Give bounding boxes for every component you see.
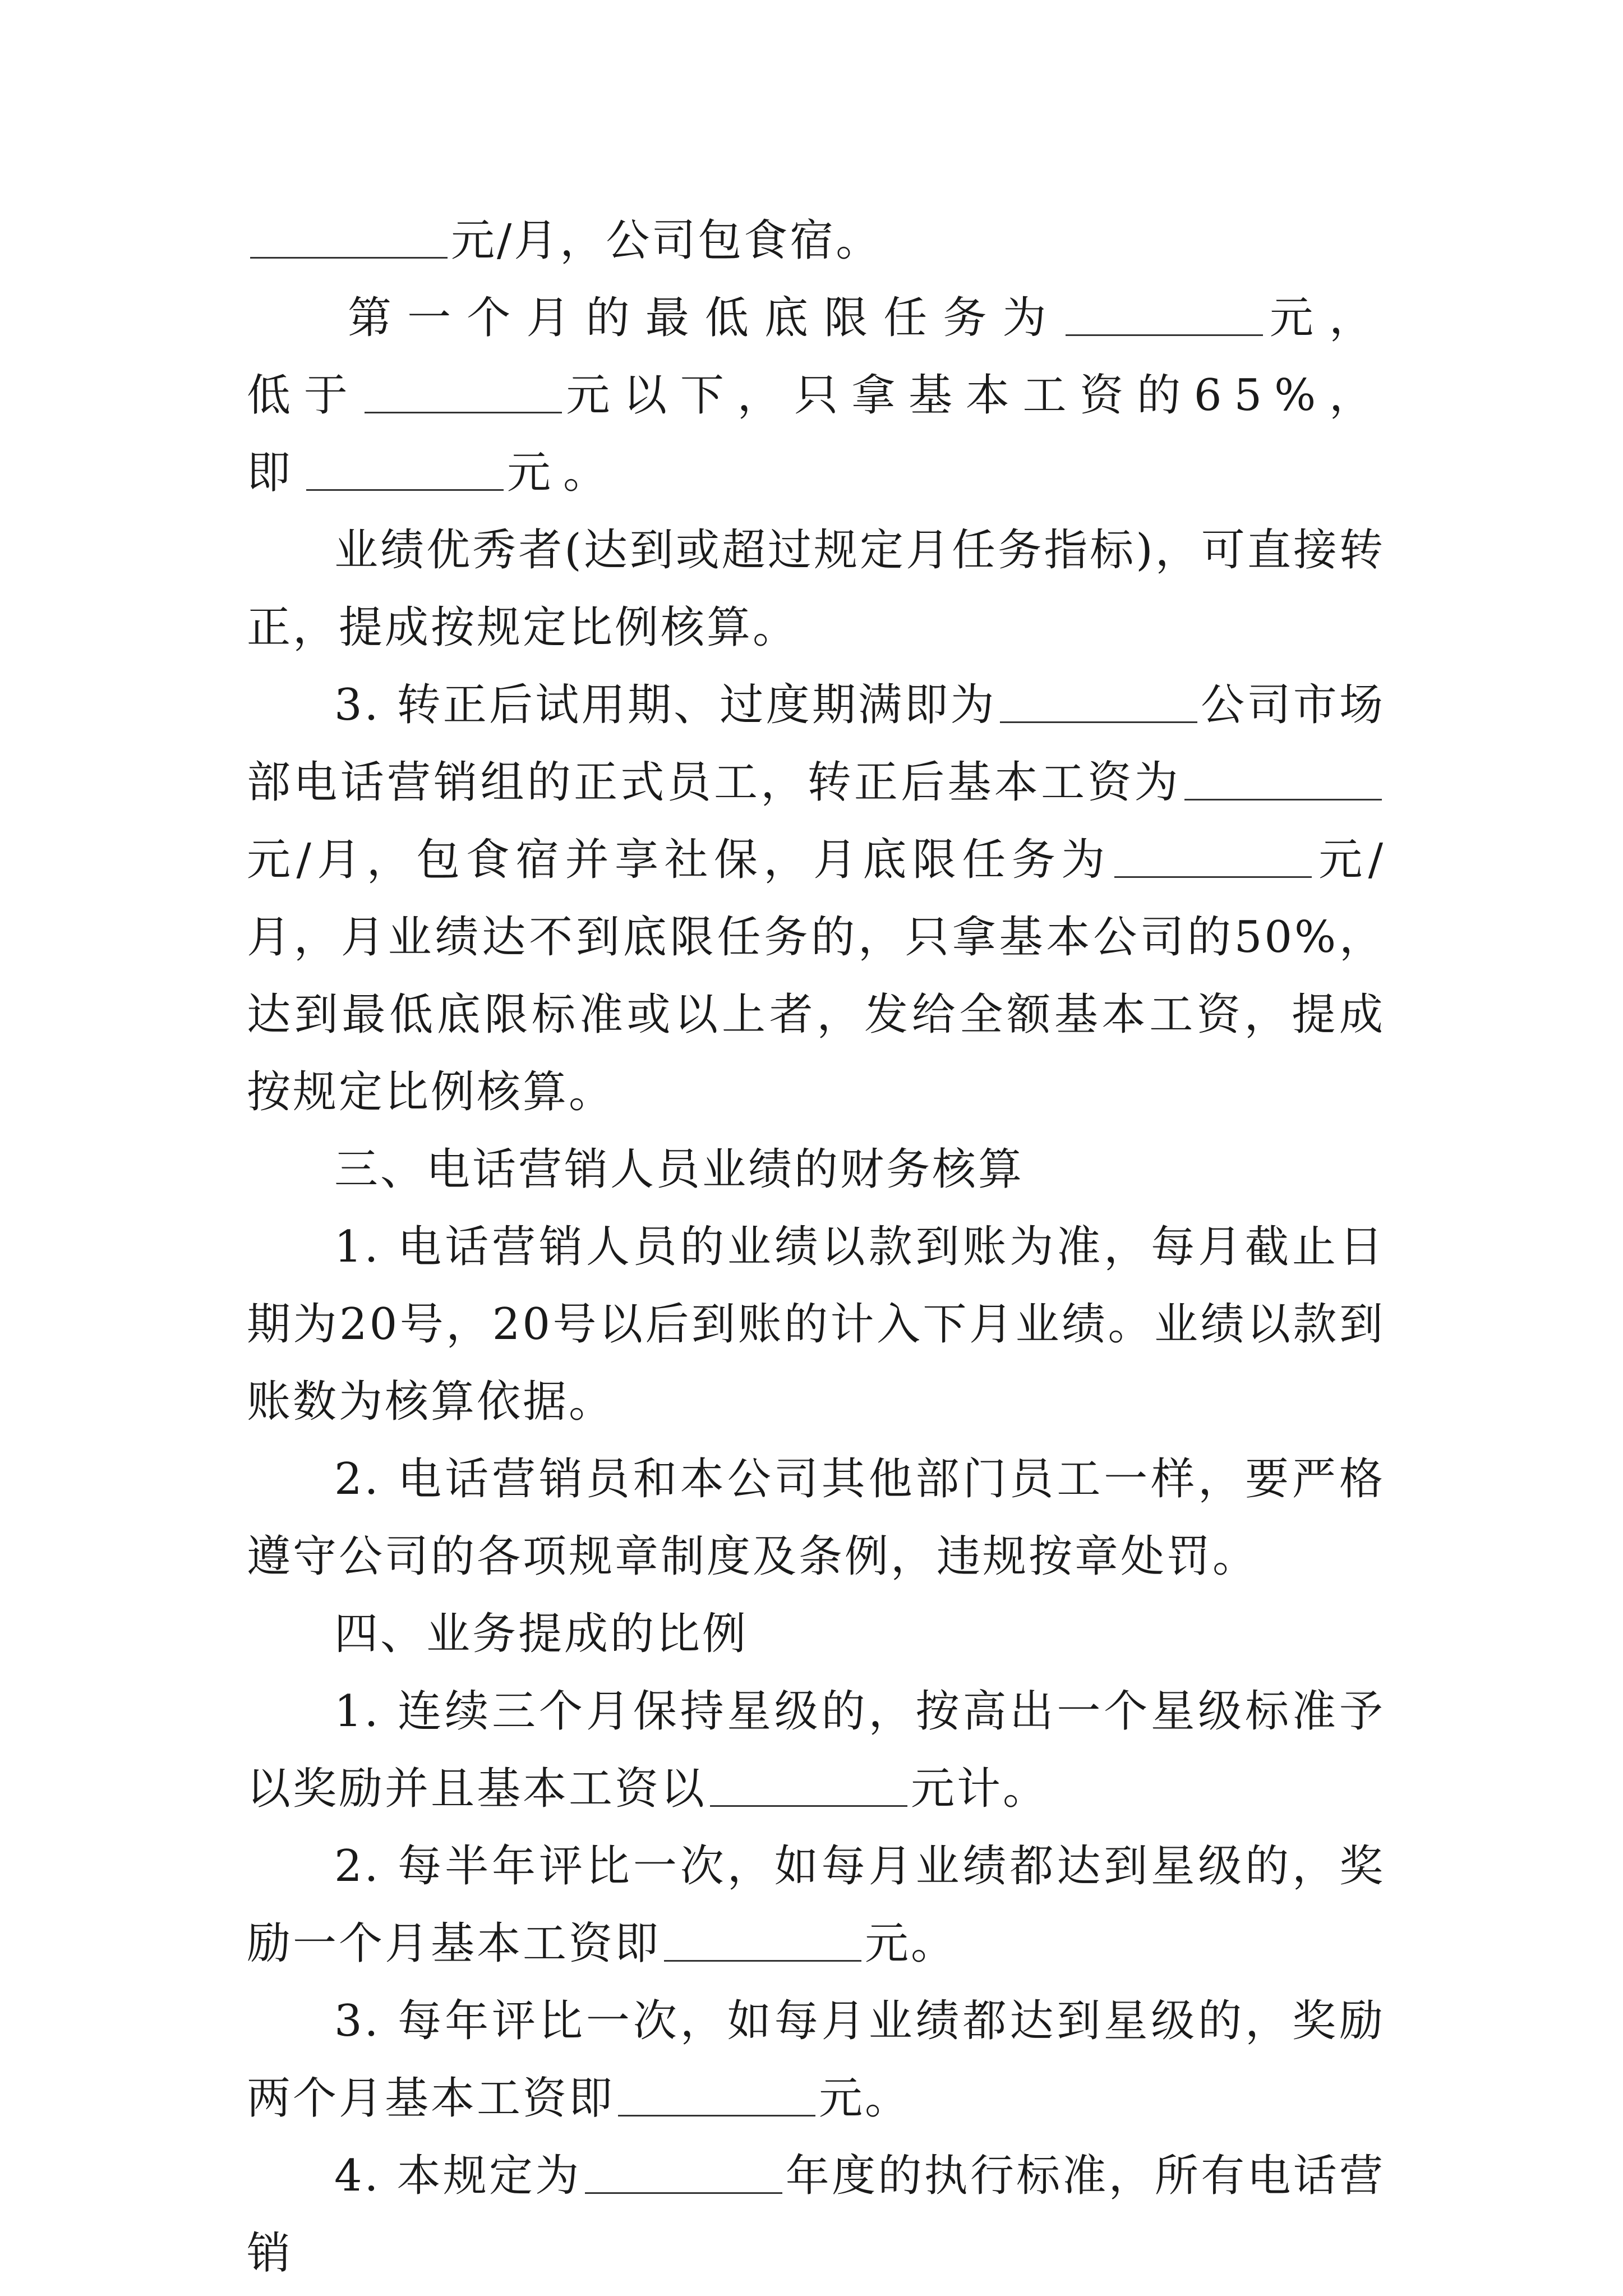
paragraph-text: 元以下，只拿基本工资的65%，即 (247, 370, 1385, 498)
paragraph-p4 (247, 666, 1385, 1131)
paragraph-p7 (247, 1441, 1385, 1595)
paragraph-text: 四、业务提成的比例 (334, 1609, 749, 1659)
document-body (247, 202, 1385, 2292)
paragraph-text: 元/月，公司包食宿。 (451, 215, 882, 266)
fill-in-blank[interactable] (710, 1761, 907, 1807)
paragraph-text: 4. 本规定为 (334, 2151, 582, 2201)
paragraph-p9 (247, 1673, 1385, 1828)
paragraph-p1 (247, 202, 1385, 279)
paragraph-text: 2. 电话营销员和本公司其他部门员工一样，要严格遵守公司的各项规章制度及条例，违规按章处罚。 (247, 1454, 1385, 1582)
paragraph-text: 元。 (507, 448, 620, 498)
paragraph-p11 (247, 1982, 1385, 2137)
fill-in-blank[interactable] (1184, 755, 1382, 800)
paragraph-text: 元计。 (911, 1764, 1049, 1814)
fill-in-blank[interactable] (618, 2071, 815, 2116)
paragraph-text: 元。 (819, 2073, 911, 2124)
fill-in-blank[interactable] (585, 2148, 782, 2194)
paragraph-p5 (247, 1131, 1385, 1208)
fill-in-blank[interactable] (306, 445, 504, 491)
paragraph-text: 元/月，月业绩达不到底限任务的，只拿基本公司的50%，达到最低底限标准或以上者，发给全额基本工资，提成按规定比例核算。 (247, 835, 1386, 1117)
paragraph-p2 (247, 279, 1385, 512)
paragraph-text: 公司市场部电话营销组的正式员工，转正后基本工资为 (247, 680, 1385, 808)
paragraph-text: 3. 每年评比一次，如每月业绩都达到星级的，奖励两个月基本工资即 (247, 1996, 1385, 2124)
paragraph-text: 元/月，包食宿并享社保，月底限任务为 (247, 835, 1111, 885)
paragraph-text: 3. 转正后试用期、过度期满即为 (334, 680, 997, 730)
paragraph-text: 业绩优秀者(达到或超过规定月任务指标)，可直接转正，提成按规定比例核算。 (247, 525, 1385, 653)
fill-in-blank[interactable] (250, 213, 448, 259)
paragraph-p12 (247, 2137, 1385, 2292)
paragraph-text: 年度的执行标准，所有电话营销 (247, 2151, 1385, 2279)
fill-in-blank[interactable] (365, 368, 562, 413)
paragraph-text: 元。 (865, 1918, 957, 1969)
paragraph-p3 (247, 512, 1385, 666)
paragraph-text: 2. 每半年评比一次，如每月业绩都达到星级的，奖励一个月基本工资即 (247, 1841, 1385, 1969)
fill-in-blank[interactable] (1000, 678, 1197, 723)
paragraph-text: 1. 电话营销人员的业绩以款到账为准，每月截止日期为20号，20号以后到账的计入下月业绩。业绩以款到账数为核算依据。 (247, 1222, 1385, 1427)
fill-in-blank[interactable] (1114, 832, 1312, 878)
paragraph-text: 三、电话营销人员业绩的财务核算 (334, 1144, 1025, 1195)
paragraph-p10 (247, 1828, 1385, 1982)
paragraph-p8 (247, 1595, 1385, 1673)
paragraph-text: 元，低于 (247, 293, 1385, 421)
fill-in-blank[interactable] (1066, 291, 1263, 336)
paragraph-p6 (247, 1208, 1385, 1441)
paragraph-text: 1. 连续三个月保持星级的，按高出一个星级标准予以奖励并且基本工资以 (247, 1686, 1385, 1814)
fill-in-blank[interactable] (664, 1916, 861, 1962)
paragraph-text: 第一个月的最低底限任务为 (348, 293, 1062, 343)
